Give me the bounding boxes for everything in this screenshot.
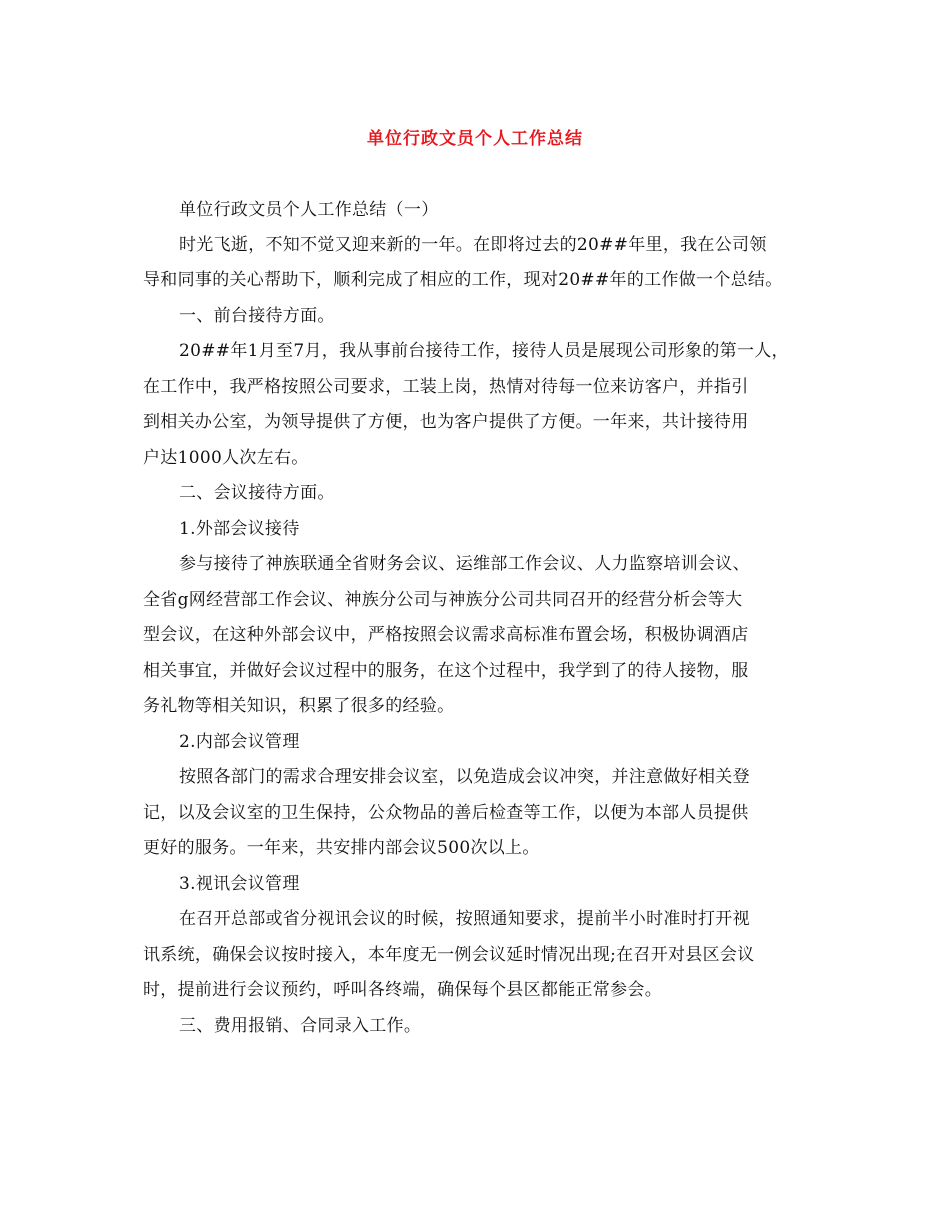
paragraph-line: 记，以及会议室的卫生保持，公众物品的善后检查等工作，以便为本部人员提供: [143, 803, 749, 823]
paragraph-line: 相关事宜，并做好会议过程中的服务，在这个过程中，我学到了的待人接物，服: [143, 661, 749, 681]
subsection-heading: 1.外部会议接待: [179, 519, 300, 539]
paragraph-line: 到相关办公室，为领导提供了方便，也为客户提供了方便。一年来，共计接待用: [143, 412, 749, 432]
document-title: 单位行政文员个人工作总结: [367, 129, 583, 149]
paragraph-line: 时，提前进行会议预约，呼叫各终端，确保每个县区都能正常参会。: [143, 980, 662, 1000]
paragraph-line: 全省g网经营部工作会议、神族分公司与神族分公司共同召开的经营分析会等大: [143, 590, 743, 610]
paragraph-line: 时光飞逝，不知不觉又迎来新的一年。在即将过去的20##年里，我在公司领: [179, 235, 767, 255]
section-subtitle: 单位行政文员个人工作总结（一）: [179, 200, 439, 220]
paragraph-line: 在工作中，我严格按照公司要求，工装上岗，热情对待每一位来访客户，并指引: [143, 377, 749, 397]
paragraph-line: 参与接待了神族联通全省财务会议、运维部工作会议、人力监察培训会议、: [179, 554, 750, 574]
paragraph-line: 20##年1月至7月，我从事前台接待工作，接待人员是展现公司形象的第一人，: [179, 341, 789, 361]
paragraph-line: 型会议，在这种外部会议中，严格按照会议需求高标准布置会场，积极协调酒店: [143, 625, 749, 645]
paragraph-line: 务礼物等相关知识，积累了很多的经验。: [143, 696, 455, 716]
paragraph-line: 讯系统，确保会议按时接入，本年度无一例会议延时情况出现;在召开对县区会议: [143, 945, 755, 965]
paragraph-line: 更好的服务。一年来，共安排内部会议500次以上。: [143, 838, 540, 858]
section-heading: 二、会议接待方面。: [179, 483, 335, 503]
section-heading: 三、费用报销、合同录入工作。: [179, 1016, 422, 1036]
subsection-heading: 3.视讯会议管理: [179, 874, 300, 894]
paragraph-line: 在召开总部或省分视讯会议的时候，按照通知要求，提前半小时准时打开视: [179, 909, 750, 929]
paragraph-line: 导和同事的关心帮助下，顺利完成了相应的工作，现对20##年的工作做一个总结。: [143, 270, 783, 290]
paragraph-line: 按照各部门的需求合理安排会议室，以免造成会议冲突，并注意做好相关登: [179, 767, 750, 787]
subsection-heading: 2.内部会议管理: [179, 732, 300, 752]
paragraph-line: 户达1000人次左右。: [143, 448, 309, 468]
section-heading: 一、前台接待方面。: [179, 306, 335, 326]
